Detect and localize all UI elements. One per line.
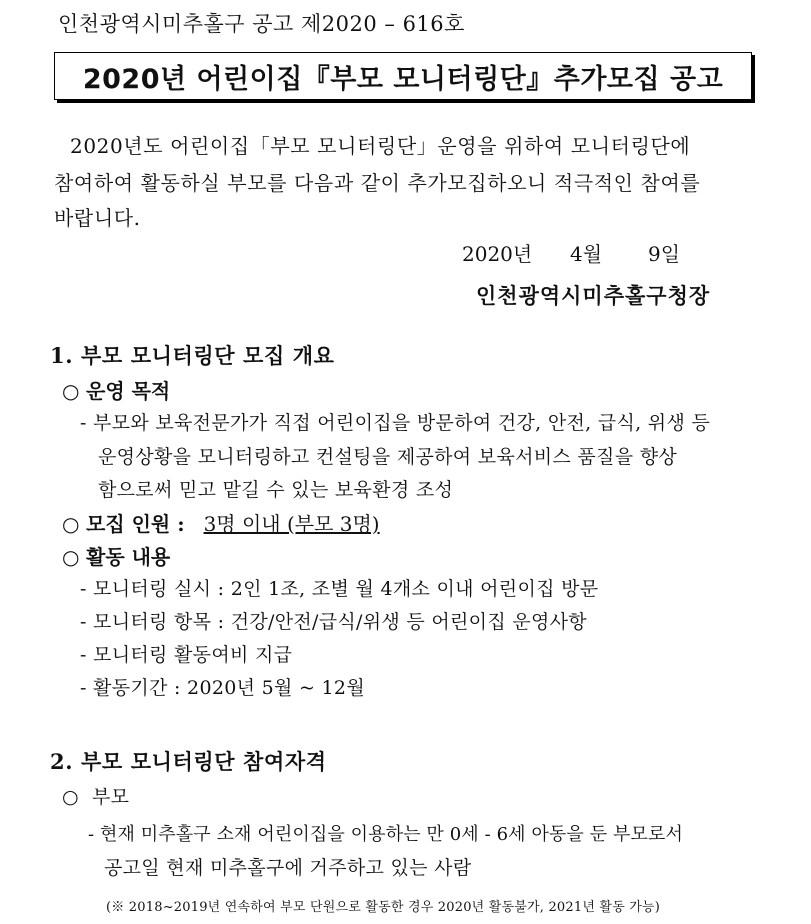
circle-bullet-icon: ○	[62, 379, 80, 403]
purpose-line-2: 운영상황을 모니터링하고 컨설팅을 제공하여 보육서비스 품질을 향상	[98, 446, 678, 468]
section-1-heading: 1. 부모 모니터링단 모집 개요	[50, 343, 335, 368]
parents-heading	[62, 782, 129, 809]
purpose-line-3: 함으로써 믿고 맡길 수 있는 보육환경 조성	[98, 479, 454, 501]
intro-line-3: 바랍니다.	[54, 206, 141, 230]
parents-line-1: - 현재 미추홀구 소재 어린이집을 이용하는 만 0세 - 6세 아동을 둔 부모로서	[88, 824, 683, 845]
parents-label: 부모	[92, 786, 130, 808]
activity-item-4: - 활동기간 : 2020년 5월 ~ 12월	[80, 677, 365, 699]
signatory: 인천광역시미추홀구청장	[476, 283, 711, 308]
purpose-line-1: - 부모와 보육전문가가 직접 어린이집을 방문하여 건강, 안전, 급식, 위생 등	[80, 412, 711, 434]
purpose-heading	[62, 375, 170, 404]
parents-line-2: 공고일 현재 미추홀구에 거주하고 있는 사람	[104, 857, 472, 879]
activity-item-3: - 모니터링 활동여비 지급	[80, 644, 293, 666]
recruit-value: 3명 이내 (부모 3명)	[203, 512, 380, 536]
title-box	[54, 52, 752, 100]
page-title: 2020년 어린이집『부모 모니터링단』추가모집 공고	[82, 63, 724, 95]
circle-bullet-icon: ○	[62, 512, 80, 536]
purpose-label: 운영 목적	[86, 379, 171, 403]
section-2-heading: 2. 부모 모니터링단 참여자격	[50, 749, 327, 774]
intro-line-1: 2020년도 어린이집「부모 모니터링단」운영을 위하여 모니터링단에	[70, 134, 691, 158]
recruit-heading	[62, 508, 380, 537]
circle-bullet-icon: ○	[62, 545, 80, 569]
activity-item-2: - 모니터링 항목 : 건강/안전/급식/위생 등 어린이집 운영사항	[80, 611, 587, 633]
eligibility-note: (※ 2018~2019년 연속하여 부모 단원으로 활동한 경우 2020년 활동불가, 2021년 활동 가능)	[106, 900, 661, 915]
activity-item-1: - 모니터링 실시 : 2인 1조, 조별 월 4개소 이내 어린이집 방문	[80, 578, 599, 600]
date-year: 2020년	[462, 242, 533, 266]
activity-label: 활동 내용	[86, 545, 171, 569]
recruit-label: 모집 인원 :	[86, 512, 185, 536]
intro-line-2: 참여하여 활동하실 부모를 다음과 같이 추가모집하오니 적극적인 참여를	[54, 171, 701, 195]
activity-heading	[62, 541, 170, 570]
date-month: 4월	[570, 242, 603, 266]
date-day: 9일	[648, 242, 681, 266]
notice-number: 인천광역시미추홀구 공고 제2020 – 616호	[58, 12, 465, 36]
circle-bullet-icon: ○	[62, 786, 79, 808]
